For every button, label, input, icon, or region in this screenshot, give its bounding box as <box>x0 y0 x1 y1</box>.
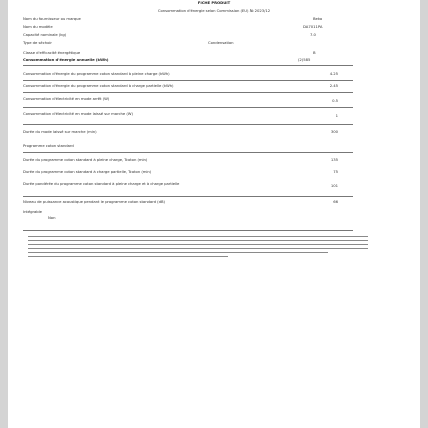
row-value-brand: Beko <box>313 16 323 21</box>
row-label-energy-class: Classe d'efficacité énergétique <box>23 50 81 55</box>
value-label-off-mode: Consommation d'électricité en mode arrêt (W) <box>23 96 110 101</box>
energy-note-label: Consommation d'énergie annuelle (kWh) <box>23 57 109 62</box>
divider <box>23 124 353 125</box>
divider <box>23 92 353 93</box>
value-label-left-on-mode: Consommation d'électricité en mode laissé sur marche (W) <box>23 111 133 116</box>
row-value-energy-class: B <box>313 50 316 55</box>
value-label-weighted-duration: Durée pondérée du programme coton standard à pleine charge et à charge partielle <box>23 181 180 186</box>
value-label-partial-load-energy: Consommation d'énergie du programme coton standard à charge partielle (kWh) <box>23 83 174 88</box>
value-built-in: Non <box>48 215 56 220</box>
row-label-capacity: Capacité nominale (kg) <box>23 32 67 37</box>
footnote-text <box>28 236 368 237</box>
row-label-brand: Nom du fournisseur ou marque <box>23 16 81 21</box>
value-label-partial-load-duration: Durée du programme coton standard à charge partielle, Tcoton (min) <box>23 169 152 174</box>
value-partial-load-duration: 75 <box>333 169 338 174</box>
value-partial-load-energy: 2.45 <box>329 83 338 88</box>
value-full-load-energy: 4.25 <box>329 71 338 76</box>
value-label-left-on-duration: Durée du mode laissé sur marche (min) <box>23 129 97 134</box>
divider <box>23 196 353 197</box>
product-sheet <box>8 0 420 428</box>
row-value-model: DA7011PA <box>303 24 323 29</box>
divider <box>23 230 353 231</box>
row-label-model: Nom du modèle <box>23 24 53 29</box>
footnote-text <box>28 248 368 249</box>
row-label-dryer-type: Type de séchoir <box>23 40 52 45</box>
footnote-text <box>28 256 228 257</box>
row-value-capacity: 7.0 <box>310 32 316 37</box>
footnote-text <box>28 252 328 253</box>
value-label-full-load-energy: Consommation d'énergie du programme coton standard à pleine charge (kWh) <box>23 71 170 76</box>
footnote-text <box>28 244 368 245</box>
divider <box>23 107 353 108</box>
row-value-dryer-type: Condensation <box>208 40 234 45</box>
value-label-built-in: Intégrable <box>23 209 42 214</box>
value-left-on-mode: 1 <box>335 113 338 118</box>
value-off-mode: 0.5 <box>332 98 338 103</box>
form-code: FICHE PRODUIT <box>197 0 231 5</box>
divider <box>23 152 353 153</box>
value-label-full-load-duration: Durée du programme coton standard à pleine charge, Tcoton (min) <box>23 157 148 162</box>
footnote-text <box>28 240 368 241</box>
value-left-on-duration: 300 <box>330 129 338 134</box>
divider <box>23 65 353 66</box>
value-sound-power: 66 <box>333 199 338 204</box>
value-full-load-duration: 135 <box>330 157 338 162</box>
energy-note-value: (2)585 <box>298 57 311 62</box>
value-weighted-duration: 101 <box>330 183 338 188</box>
value-label-sound-power: Niveau de puissance acoustique pendant le programme coton standard (dB) <box>23 199 165 204</box>
divider <box>23 80 353 81</box>
value-label-standard-program: Programme coton standard <box>23 143 74 148</box>
sheet-subtitle: Consommation d'énergie selon Commission (EU) № 2023/12 <box>157 8 271 13</box>
